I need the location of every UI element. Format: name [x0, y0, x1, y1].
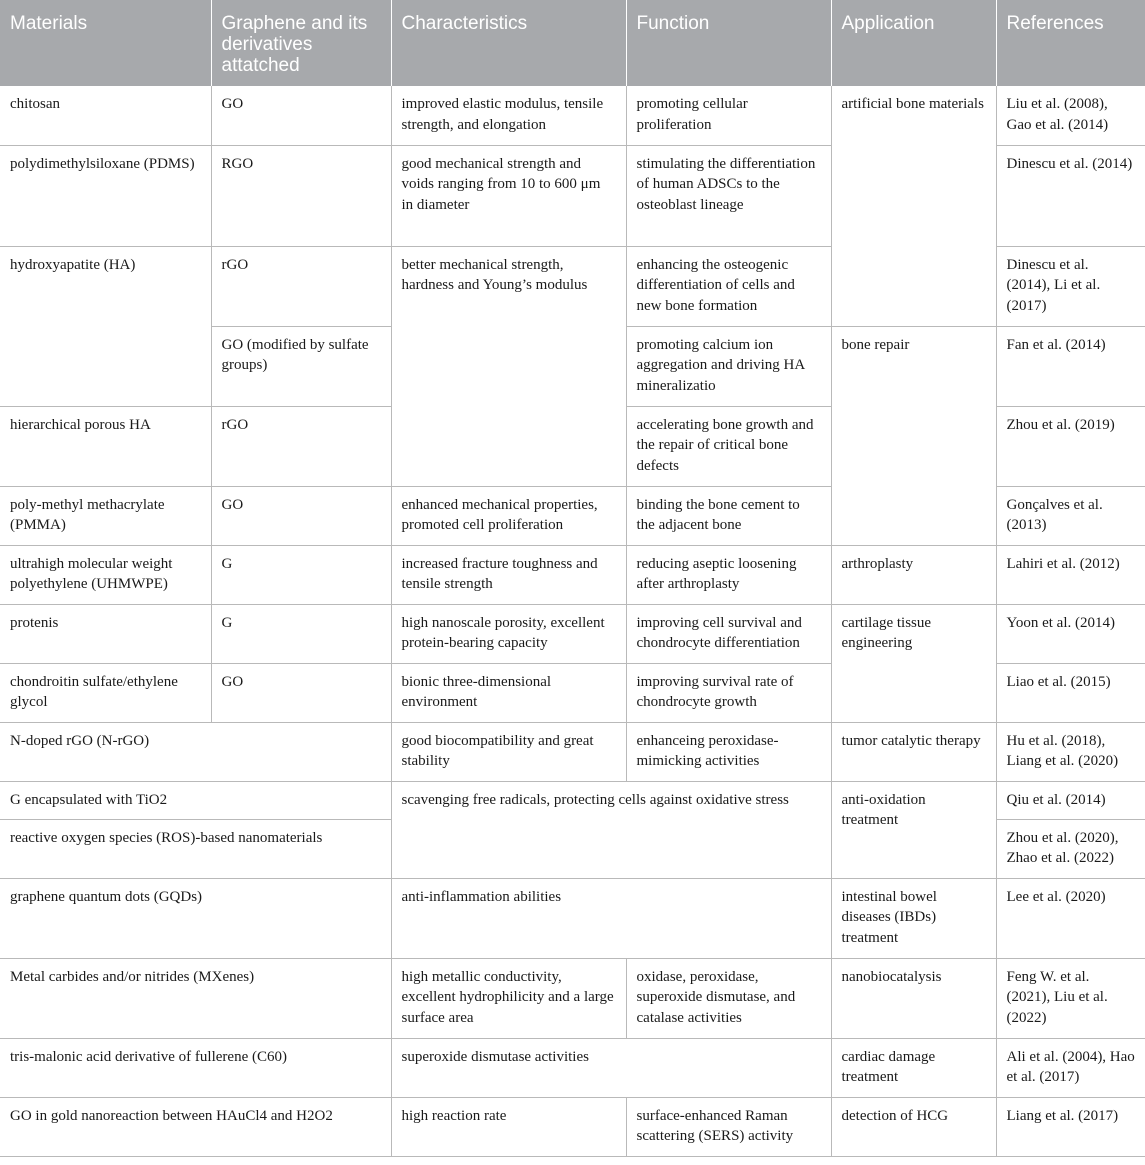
application-cell: artificial bone materials [831, 86, 996, 326]
application-cell: cartilage tissue engineering [831, 604, 996, 722]
references-cell: Liao et al. (2015) [996, 663, 1145, 722]
references-cell: Lee et al. (2020) [996, 878, 1145, 958]
graphene-cell: rGO [211, 406, 391, 486]
characteristics-cell: bionic three-dimensional environment [391, 663, 626, 722]
material-cell: N-doped rGO (N-rGO) [0, 722, 391, 781]
graphene-cell: G [211, 545, 391, 604]
graphene-cell: G [211, 604, 391, 663]
application-cell: cardiac damage treatment [831, 1038, 996, 1097]
references-cell: Liu et al. (2008), Gao et al. (2014) [996, 86, 1145, 145]
characteristics-cell: high reaction rate [391, 1097, 626, 1156]
function-cell: improving survival rate of chondrocyte growth [626, 663, 831, 722]
header-application: Application [831, 0, 996, 86]
references-cell: Yoon et al. (2014) [996, 604, 1145, 663]
references-cell: Ali et al. (2004), Hao et al. (2017) [996, 1038, 1145, 1097]
graphene-cell: GO [211, 663, 391, 722]
material-cell: reactive oxygen species (ROS)-based nanomaterials [0, 819, 391, 878]
function-cell: promoting calcium ion aggregation and driving HA mineralizatio [626, 326, 831, 406]
header-function: Function [626, 0, 831, 86]
table-row [0, 1097, 1145, 1156]
characteristics-cell: scavenging free radicals, protecting cells against oxidative stress [391, 781, 831, 878]
characteristics-cell: high nanoscale porosity, excellent protein-bearing capacity [391, 604, 626, 663]
material-cell: G encapsulated with TiO2 [0, 781, 391, 819]
references-cell: Dinescu et al. (2014) [996, 145, 1145, 246]
references-cell: Qiu et al. (2014) [996, 781, 1145, 819]
function-cell: stimulating the differentiation of human ADSCs to the osteoblast lineage [626, 145, 831, 246]
table-row [0, 722, 1145, 781]
characteristics-cell: enhanced mechanical properties, promoted cell proliferation [391, 486, 626, 545]
function-cell: accelerating bone growth and the repair of critical bone defects [626, 406, 831, 486]
references-cell: Lahiri et al. (2012) [996, 545, 1145, 604]
material-cell: Metal carbides and/or nitrides (MXenes) [0, 958, 391, 1038]
function-cell: surface-enhanced Raman scattering (SERS) activity [626, 1097, 831, 1156]
application-cell: detection of HCG [831, 1097, 996, 1156]
references-cell: Hu et al. (2018), Liang et al. (2020) [996, 722, 1145, 781]
characteristics-cell: good biocompatibility and great stability [391, 722, 626, 781]
function-cell: promoting cellular proliferation [626, 86, 831, 145]
material-cell: chondroitin sulfate/ethylene glycol [0, 663, 211, 722]
header-materials: Materials [0, 0, 211, 86]
application-cell: anti-oxidation treatment [831, 781, 996, 878]
function-cell: enhanceing peroxidase-mimicking activities [626, 722, 831, 781]
header-characteristics: Characteristics [391, 0, 626, 86]
application-cell: arthroplasty [831, 545, 996, 604]
characteristics-cell: high metallic conductivity, excellent hydrophilicity and a large surface area [391, 958, 626, 1038]
material-cell: hierarchical porous HA [0, 406, 211, 486]
references-cell: Fan et al. (2014) [996, 326, 1145, 406]
characteristics-cell: better mechanical strength, hardness and Young’s modulus [391, 246, 626, 486]
function-cell: enhancing the osteogenic differentiation of cells and new bone formation [626, 246, 831, 326]
table-row [0, 604, 1145, 663]
graphene-cell: rGO [211, 246, 391, 326]
application-cell: intestinal bowel diseases (IBDs) treatment [831, 878, 996, 958]
header-references: References [996, 0, 1145, 86]
references-cell: Gonçalves et al. (2013) [996, 486, 1145, 545]
material-cell: poly-methyl methacrylate (PMMA) [0, 486, 211, 545]
references-cell: Feng W. et al. (2021), Liu et al. (2022) [996, 958, 1145, 1038]
characteristics-cell: improved elastic modulus, tensile strength, and elongation [391, 86, 626, 145]
material-cell: hydroxyapatite (HA) [0, 246, 211, 406]
material-cell: GO in gold nanoreaction between HAuCl4 and H2O2 [0, 1097, 391, 1156]
table-row [0, 1038, 1145, 1097]
material-cell: polydimethylsiloxane (PDMS) [0, 145, 211, 246]
references-cell: Zhou et al. (2020), Zhao et al. (2022) [996, 819, 1145, 878]
material-cell: protenis [0, 604, 211, 663]
material-cell: tris-malonic acid derivative of fullerene (C60) [0, 1038, 391, 1097]
table-row [0, 545, 1145, 604]
application-cell: tumor catalytic therapy [831, 722, 996, 781]
graphene-cell: RGO [211, 145, 391, 246]
function-cell: binding the bone cement to the adjacent bone [626, 486, 831, 545]
references-cell: Dinescu et al. (2014), Li et al. (2017) [996, 246, 1145, 326]
material-cell: chitosan [0, 86, 211, 145]
function-cell: improving cell survival and chondrocyte differentiation [626, 604, 831, 663]
table-row [0, 86, 1145, 145]
characteristics-cell: good mechanical strength and voids ranging from 10 to 600 μm in diameter [391, 145, 626, 246]
function-cell: oxidase, peroxidase, superoxide dismutase, and catalase activities [626, 958, 831, 1038]
references-cell: Zhou et al. (2019) [996, 406, 1145, 486]
header-row [0, 0, 1145, 86]
function-cell: reducing aseptic loosening after arthroplasty [626, 545, 831, 604]
graphene-cell: GO [211, 86, 391, 145]
material-cell: graphene quantum dots (GQDs) [0, 878, 391, 958]
application-cell: bone repair [831, 326, 996, 545]
header-graphene: Graphene and its derivatives attatched [211, 0, 391, 86]
table-row [0, 958, 1145, 1038]
characteristics-cell: increased fracture toughness and tensile strength [391, 545, 626, 604]
characteristics-cell: anti-inflammation abilities [391, 878, 831, 958]
material-cell: ultrahigh molecular weight polyethylene (UHMWPE) [0, 545, 211, 604]
characteristics-cell: superoxide dismutase activities [391, 1038, 831, 1097]
table-row [0, 878, 1145, 958]
graphene-cell: GO [211, 486, 391, 545]
references-cell: Liang et al. (2017) [996, 1097, 1145, 1156]
graphene-cell: GO (modified by sulfate groups) [211, 326, 391, 406]
table-row [0, 781, 1145, 819]
application-cell: nanobiocatalysis [831, 958, 996, 1038]
